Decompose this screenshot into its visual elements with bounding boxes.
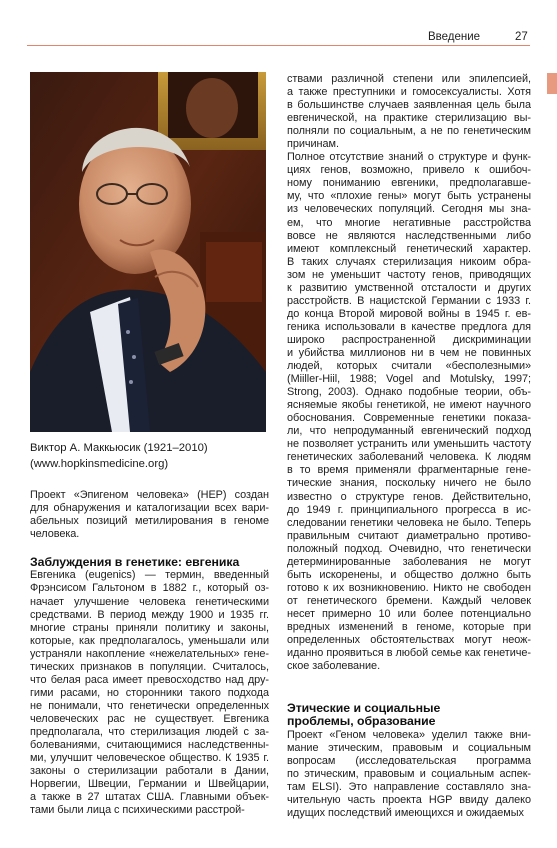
section-heading-line1: Этические и социальные bbox=[287, 701, 441, 715]
text-line: ми, улучшит человеческое общество. К 1935 г. bbox=[30, 752, 269, 765]
text-line: ли, что непродуманный евгенический подход bbox=[287, 425, 531, 438]
text-line: ем, что многие негативные расстройства bbox=[287, 216, 531, 229]
text-line: законы о стерилизации работали в Дании, bbox=[30, 765, 269, 778]
text-line: начает улучшение человека генетическими bbox=[30, 595, 269, 608]
text-line: абельных позиций метилирования в геноме bbox=[30, 515, 269, 528]
section-heading: Заблуждения в генетике: евгеника bbox=[30, 555, 240, 569]
text-line: не позволяет устранить или уменьшить частоту bbox=[287, 438, 531, 451]
chapter-tab bbox=[547, 73, 557, 94]
section-body bbox=[287, 729, 531, 820]
text-line: расстройств. В нацистской Германии с 1933 г. bbox=[287, 294, 531, 307]
text-line: Норвегии, Швеции, Германии и Швейцарии, bbox=[30, 778, 269, 791]
text-line: причинам. bbox=[287, 138, 339, 151]
text-line: что белая раса имеет превосходство над дру- bbox=[30, 673, 269, 686]
text-line: предполагала, что стерилизация людей с за- bbox=[30, 725, 269, 738]
photo-caption bbox=[30, 441, 270, 472]
text-line: тами были лица с психическими расстрой- bbox=[30, 804, 245, 817]
text-line: тические знания, поскольку ничего не было bbox=[287, 477, 531, 490]
text-line: вредных изменений в геноме, которые при bbox=[287, 620, 531, 633]
text-line: положный подход. Очевидно, что генетически bbox=[287, 542, 531, 555]
text-line: которые, как предполагалось, уменьшали или bbox=[30, 634, 269, 647]
text-line: для обнаружения и каталогизации всех вари- bbox=[30, 502, 269, 515]
text-line: из человеческих популяций. Сегодня мы зна- bbox=[287, 203, 531, 216]
text-line: в то время применяли фрагментарные гене- bbox=[287, 464, 531, 477]
text-line: готово к их возникновению. Никто не свободен bbox=[287, 581, 531, 594]
text-line: идущих последствий имеющихся и ожидаемых bbox=[287, 807, 524, 820]
text-line: в большинстве случаев заявленная цель была bbox=[287, 99, 531, 112]
text-line: болеваниями, считающимися наследственны- bbox=[30, 739, 269, 752]
text-line: иданно проявиться в любой семье как генетиче- bbox=[287, 647, 531, 660]
text-line: полняли по социальным, а не по генетическим bbox=[287, 125, 531, 138]
text-line: человека. bbox=[30, 528, 80, 541]
text-line: циях генов, возможно, привело к ошибоч- bbox=[287, 164, 531, 177]
text-line: человеческих рас не существует. Евгеника bbox=[30, 712, 269, 725]
text-line: Проект «Эпигеном человека» (HEP) создан bbox=[30, 489, 269, 501]
header-rule bbox=[27, 45, 530, 46]
text-line: несет примерно 10 или более потенциально bbox=[287, 607, 531, 620]
section-title: Введение bbox=[428, 31, 481, 43]
text-line: (Miiller-Hiil, 1988; Vogel and Motulsky, 1997; bbox=[287, 373, 531, 386]
text-line: правильным считают диаметрально противо- bbox=[287, 529, 531, 542]
caption-name: Виктор А. Маккьюсик (1921–2010) bbox=[30, 442, 208, 454]
text-line: определенных обстоятельствах могут неож- bbox=[287, 634, 531, 647]
text-line: быть искоренены, и общество должно быть bbox=[287, 568, 531, 581]
right-column-text bbox=[287, 73, 531, 673]
text-line: известно о структуре генов. Действительно, bbox=[287, 490, 531, 503]
text-line: зом не уменьшит частоту генов, приводящих bbox=[287, 268, 531, 281]
text-line: ское заболевание. bbox=[287, 660, 381, 673]
text-line: до конца Второй мировой войны в 1945 г. ев- bbox=[287, 307, 531, 320]
text-line: Проект «Геном человека» уделил также вни- bbox=[287, 728, 531, 741]
text-line: чительную часть проекта HGP ввиду далеко bbox=[287, 794, 531, 807]
text-line: тических признаков в популяции. Считалось, bbox=[30, 660, 269, 673]
text-line: геника использовали в качестве предлога для bbox=[287, 320, 531, 333]
text-line: вопросам (исследовательская программа bbox=[287, 754, 531, 767]
text-line: не понимали, что генетически определенных bbox=[30, 699, 269, 712]
text-line: а также преступники и гомосексуалисты. Хотя bbox=[287, 86, 531, 99]
text-line: генетических заболеваний человека. К людям bbox=[287, 451, 531, 464]
text-line: людей, которых считали «бесполезными» bbox=[287, 360, 531, 373]
text-line: В таких случаях стерилизация никоим обра- bbox=[287, 255, 531, 268]
text-line: имеют комплексный генетический характер. bbox=[287, 242, 531, 255]
text-line: Strong, 2003). Однако подобные теории, объ- bbox=[287, 386, 531, 399]
text-line: ному пониманию евгеники, предполагавше- bbox=[287, 177, 531, 190]
text-line: устраняли накопление «нежелательных» гене- bbox=[30, 647, 269, 660]
section-ethics bbox=[287, 702, 531, 820]
text-line: вовсе не являются наследственными либо bbox=[287, 229, 531, 242]
text-line: ствами различной степени или эпилепсией, bbox=[287, 73, 531, 85]
text-line: Фрэнсисом Гальтоном в 1882 г., который оз- bbox=[30, 582, 269, 595]
text-line: а также в 27 штатах США. Главными объек- bbox=[30, 791, 269, 804]
section-heading-line2: проблемы, образование bbox=[287, 714, 436, 729]
text-line: Полное отсутствие знаний о структуре и функ- bbox=[287, 151, 531, 164]
caption-source: (www.hopkinsmedicine.org) bbox=[30, 457, 169, 470]
text-line: детерминированные заболевания не могут bbox=[287, 555, 531, 568]
text-line: широко распространенной дискриминации bbox=[287, 333, 531, 346]
text-line: к развитию умственной отсталости и других bbox=[287, 281, 531, 294]
section-body bbox=[30, 569, 269, 817]
text-line: от генетического бремени. Каждый человек bbox=[287, 594, 531, 607]
text-line: следовании генетики человека не было. Теперь bbox=[287, 516, 531, 529]
text-line: обоснования. Современные генетики показа- bbox=[287, 412, 531, 425]
text-line: мание этическим, правовым и социальным bbox=[287, 741, 531, 754]
text-line: и убийства миллионов ни в чем не повинных bbox=[287, 346, 531, 359]
text-line: до 1949 г. принципиального прогресса в ис- bbox=[287, 503, 531, 516]
text-line: ясняемые якобы генетикой, не имеют научного bbox=[287, 399, 531, 412]
section-eugenics bbox=[30, 556, 269, 817]
text-line: по этическим, правовым и социальным аспек- bbox=[287, 767, 531, 780]
hep-note bbox=[30, 489, 269, 541]
text-line: многие страны приняли политику и законы, bbox=[30, 621, 269, 634]
text-line: евгенической, на практике стерилизацию вы- bbox=[287, 112, 531, 125]
text-line: му, что «плохие гены» могут быть устранены bbox=[287, 190, 531, 203]
page-number: 27 bbox=[515, 31, 528, 43]
text-line: Евгеника (eugenics) — термин, введенный bbox=[30, 569, 269, 582]
text-line: там ELSI). Это направление составляло зна- bbox=[287, 781, 531, 793]
text-line: средствами. В период между 1900 и 1935 гг. bbox=[30, 608, 269, 621]
portrait-photo bbox=[30, 72, 266, 432]
text-line: гими расами, но сторонники такого подхода bbox=[30, 686, 269, 699]
